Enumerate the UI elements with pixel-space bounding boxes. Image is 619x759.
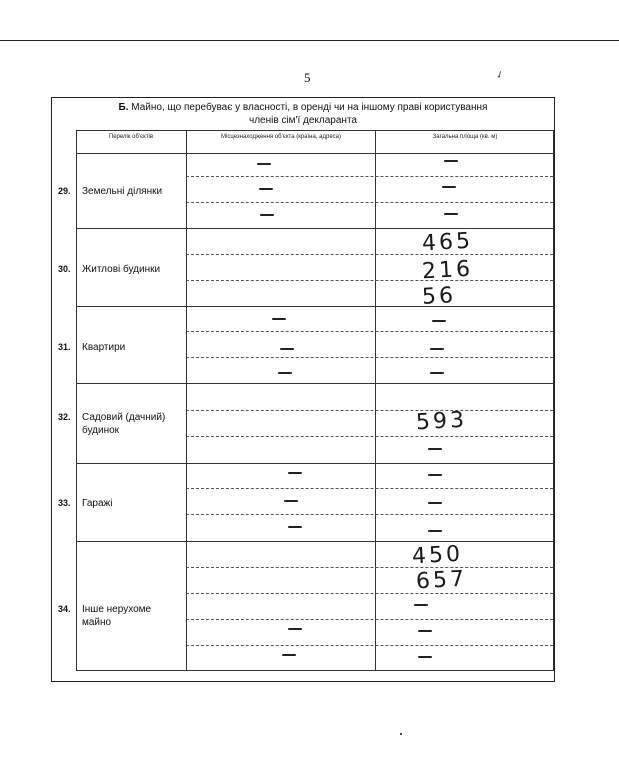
sub-row-line (186, 331, 553, 332)
handwritten-area: 216 (421, 256, 474, 285)
sub-row-line (186, 176, 553, 177)
section-title (52, 98, 554, 130)
sub-row-line (186, 593, 553, 594)
sub-row-line (186, 280, 553, 281)
sub-row-line (186, 357, 553, 358)
handwritten-dash (428, 502, 442, 504)
handwritten-dash (428, 530, 442, 532)
row-label: Квартири (82, 342, 126, 353)
sub-row-line (186, 488, 553, 489)
row-number: 32. (58, 412, 71, 422)
row-label: Житлові будинки (82, 264, 161, 275)
sub-row-line (186, 567, 553, 568)
handwritten-dash (272, 318, 286, 320)
row-separator (76, 383, 554, 384)
row-number: 29. (58, 186, 71, 196)
col-left-line (76, 130, 77, 670)
sub-row-line (186, 514, 553, 515)
handwritten-dash (278, 372, 292, 374)
handwritten-dash (432, 320, 446, 322)
column-header-objects: Перелік об'єктів (108, 134, 154, 140)
row-number: 33. (58, 498, 71, 508)
handwritten-dash (414, 604, 428, 606)
section-letter: Б. (118, 102, 129, 113)
handwritten-area: 56 (421, 283, 457, 310)
row-separator (76, 463, 554, 464)
handwritten-dash (282, 654, 296, 656)
row-separator (76, 541, 554, 542)
column-header-area: Загальна площа (кв. м) (432, 134, 498, 140)
col-objects-line (186, 130, 187, 670)
row-label: Садовий (дачний) будинок (82, 412, 166, 436)
handwritten-dash (284, 500, 298, 502)
handwritten-area: 657 (415, 566, 468, 595)
row-number: 34. (58, 604, 71, 614)
header-bottom-line (76, 153, 554, 154)
row-label: Земельні ділянки (82, 186, 163, 197)
handwritten-dash (430, 348, 444, 350)
handwritten-area: 450 (411, 541, 464, 570)
handwritten-dash (288, 526, 302, 528)
handwritten-dash (259, 188, 273, 190)
scan-speck (400, 733, 402, 735)
section-title-line1: Майно, що перебуває у власності, в оренді чи на іншому праві користування (128, 102, 488, 113)
row-separator (76, 228, 554, 229)
page-number: 5 (304, 70, 311, 85)
row-label: Інше нерухоме майно (82, 604, 152, 628)
sub-row-line (186, 254, 553, 255)
handwritten-dash (430, 372, 444, 374)
handwritten-dash (444, 213, 458, 215)
row-separator (76, 306, 554, 307)
col-right-line (553, 130, 554, 670)
handwritten-area: 593 (415, 407, 468, 436)
handwritten-dash (280, 348, 294, 350)
handwritten-area: 465 (421, 228, 474, 257)
handwritten-dash (288, 472, 302, 474)
handwritten-dash (288, 628, 302, 630)
header-top-line (76, 130, 554, 131)
table-bottom-line (76, 670, 554, 671)
handwritten-dash (257, 163, 271, 165)
handwritten-dash (428, 474, 442, 476)
handwritten-dash (442, 186, 456, 188)
column-header-location: Місцезнаходження об'єкта (країна, адреса) (221, 134, 341, 140)
handwritten-dash (444, 160, 458, 162)
scan-mark: ✓ (494, 68, 507, 83)
sub-row-line (186, 645, 553, 646)
handwritten-dash (418, 630, 432, 632)
row-label: Гаражі (82, 498, 113, 509)
row-number: 31. (58, 342, 71, 352)
sub-row-line (186, 410, 553, 411)
col-location-line (375, 130, 376, 670)
row-number: 30. (58, 264, 71, 274)
sub-row-line (186, 436, 553, 437)
handwritten-dash (418, 656, 432, 658)
handwritten-dash (428, 448, 442, 450)
section-title-line2: членів сім'ї декларанта (249, 115, 357, 126)
top-rule (0, 40, 619, 41)
sub-row-line (186, 202, 553, 203)
property-form (51, 97, 555, 682)
sub-row-line (186, 619, 553, 620)
handwritten-dash (260, 214, 274, 216)
